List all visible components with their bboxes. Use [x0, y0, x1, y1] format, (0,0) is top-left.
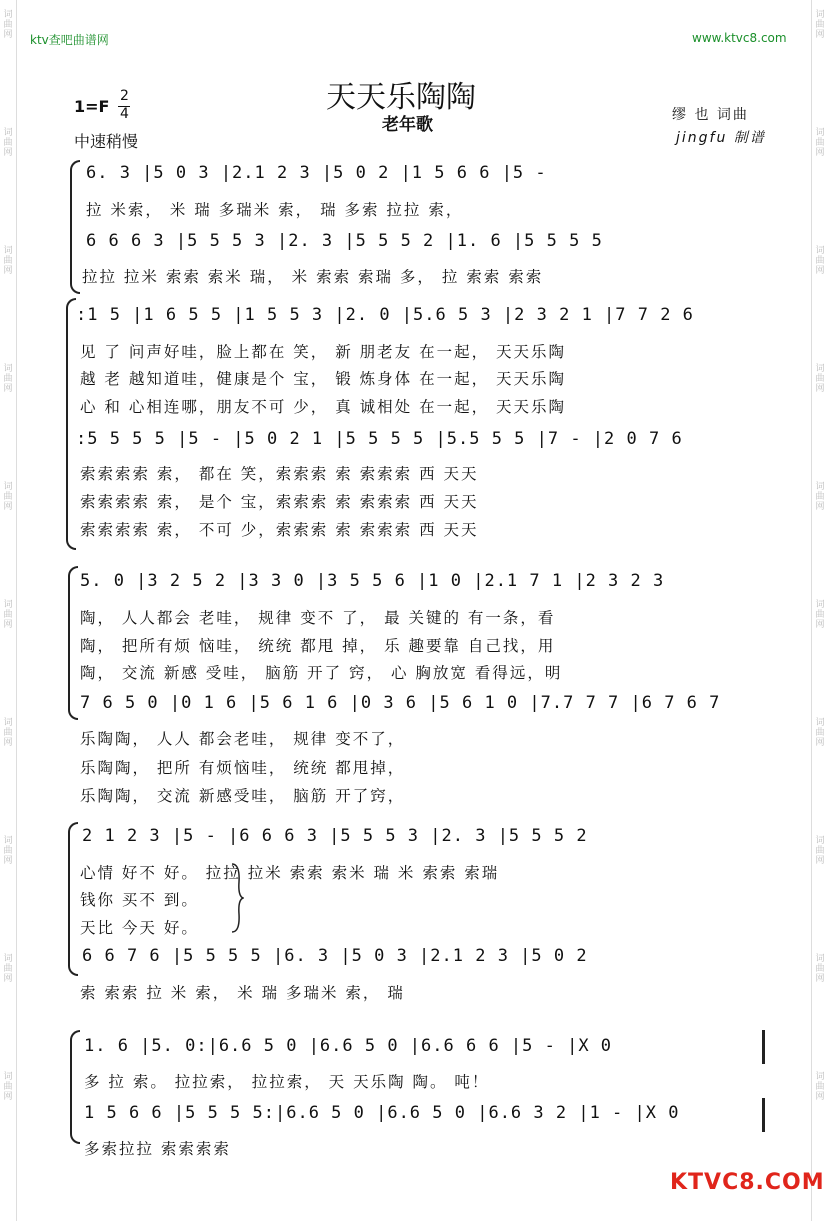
upper-lyrics-verse-3: 陶， 交流 新感 受哇， 脑筋 开了 窍， 心 胸放宽 看得远，明	[80, 664, 563, 682]
time-signature-top: 2	[120, 88, 129, 104]
system-bracket	[70, 160, 80, 294]
ktvc8-logo: KTVC8.COM	[670, 1170, 825, 1195]
lower-lyrics-verse-3: 索索索索 索， 不可 少，索索索 索 索索索 西 天天	[80, 521, 479, 539]
upper-notes: 1. 6 |5. 0:|6.6 5 0 |6.6 5 0 |6.6 6 6 |5 - |X 0	[84, 1036, 613, 1056]
upper-lyrics-verse-1: 见 了 问声好哇，脸上都在 笑， 新 朋老友 在一起， 天天乐陶	[80, 343, 566, 361]
lower-lyrics-verse-1: 索索索索 索， 都在 笑，索索索 索 索索索 西 天天	[80, 465, 479, 483]
composer-credit: 缪 也 词曲	[672, 107, 749, 123]
upper-lyrics-verse-2: 越 老 越知道哇，健康是个 宝， 锻 炼身体 在一起， 天天乐陶	[80, 370, 566, 388]
lower-notes: 7 6 5 0 |0 1 6 |5 6 1 6 |0 3 6 |5 6 1 0 |7.7 7 7 |6 7 6 7	[80, 693, 721, 713]
lower-lyrics-verse-2: 乐陶陶， 把所 有烦恼哇， 统统 都甩掉，	[80, 759, 406, 777]
upper-lyrics-verse-2: 钱你 买不 到。	[80, 891, 199, 909]
lower-notes: 6 6 7 6 |5 5 5 5 |6. 3 |5 0 3 |2.1 2 3 |5 0 2	[82, 946, 588, 966]
arranger-credit: jingfu 制谱	[676, 130, 766, 146]
lower-lyrics: 拉拉 拉米 索索 索米 瑞， 米 索索 索瑞 多， 拉 索索 索索	[82, 268, 544, 286]
lower-lyrics-verse-3: 乐陶陶， 交流 新感受哇， 脑筋 开了窍，	[80, 787, 406, 805]
watermark-glyphs: 词 曲 网	[3, 246, 13, 276]
upper-lyrics: 多 拉 索。 拉拉索， 拉拉索， 天 天乐陶 陶。 吨！	[84, 1073, 490, 1091]
system-bracket	[66, 298, 76, 550]
final-barline	[762, 1098, 765, 1132]
upper-lyrics-verse-1: 陶， 人人都会 老哇， 规律 变不 了， 最 关键的 有一条，看	[80, 609, 556, 627]
watermark-glyphs: 词 曲 网	[815, 246, 825, 276]
lower-lyrics-verse-1: 乐陶陶， 人人 都会老哇， 规律 变不了，	[80, 730, 406, 748]
site-name-left: ktv查吧曲谱网	[30, 33, 109, 47]
watermark-glyphs: 词 曲 网	[815, 836, 825, 866]
watermark-glyphs: 词 曲 网	[815, 954, 825, 984]
watermark-glyphs: 词 曲 网	[3, 128, 13, 158]
watermark-glyphs: 词 曲 网	[815, 482, 825, 512]
lower-notes: 6 6 6 3 |5 5 5 3 |2. 3 |5 5 5 2 |1. 6 |5 5 5 5	[86, 231, 603, 251]
time-signature-bottom: 4	[120, 106, 129, 122]
tempo-marking: 中速稍慢	[74, 132, 139, 151]
system-bracket	[70, 1030, 80, 1144]
lower-notes: :5 5 5 5 |5 - |5 0 2 1 |5 5 5 5 |5.5 5 5 |7 - |2 0 7 6	[76, 429, 683, 449]
upper-lyrics-verse-3: 心 和 心相连哪，朋友不可 少， 真 诚相处 在一起， 天天乐陶	[80, 398, 566, 416]
watermark-glyphs: 词 曲 网	[3, 954, 13, 984]
lower-lyrics-verse-2: 索索索索 索， 是个 宝，索索索 索 索索索 西 天天	[80, 493, 479, 511]
watermark-glyphs: 词 曲 网	[3, 600, 13, 630]
lower-lyrics: 多索拉拉 索索索索	[84, 1140, 231, 1158]
watermark-glyphs: 词 曲 网	[3, 10, 13, 40]
system-bracket	[68, 822, 78, 976]
upper-notes: 5. 0 |3 2 5 2 |3 3 0 |3 5 5 6 |1 0 |2.1 7 1 |2 3 2 3	[80, 571, 665, 591]
lower-notes: 1 5 6 6 |5 5 5 5:|6.6 5 0 |6.6 5 0 |6.6 3 2 |1 - |X 0	[84, 1103, 680, 1123]
watermark-glyphs: 词 曲 网	[3, 718, 13, 748]
watermark-glyphs: 词 曲 网	[3, 1072, 13, 1102]
upper-notes: :1 5 |1 6 5 5 |1 5 5 3 |2. 0 |5.6 5 3 |2 3 2 1 |7 7 2 6	[76, 305, 694, 325]
system-bracket	[68, 566, 78, 720]
final-barline	[762, 1030, 765, 1064]
watermark-glyphs: 词 曲 网	[815, 364, 825, 394]
upper-lyrics-verse-1: 心情 好不 好。 拉拉 拉米 索索 索米 瑞 米 索索 索瑞	[80, 864, 500, 882]
upper-lyrics-verse-2: 陶， 把所有烦 恼哇， 统统 都甩 掉， 乐 趣要靠 自己找，用	[80, 637, 556, 655]
upper-lyrics-verse-3: 天比 今天 好。	[80, 919, 199, 937]
upper-notes: 6. 3 |5 0 3 |2.1 2 3 |5 0 2 |1 5 6 6 |5 -	[86, 163, 547, 183]
watermark-glyphs: 词 曲 网	[815, 600, 825, 630]
lower-lyrics: 索 索索 拉 米 索， 米 瑞 多瑞米 索， 瑞	[80, 984, 405, 1002]
watermark-glyphs: 词 曲 网	[3, 364, 13, 394]
watermark-glyphs: 词 曲 网	[3, 836, 13, 866]
song-title: 天天乐陶陶	[326, 80, 476, 115]
upper-notes: 2 1 2 3 |5 - |6 6 6 3 |5 5 5 3 |2. 3 |5 5 5 2	[82, 826, 588, 846]
key-signature: 1=F	[74, 97, 110, 116]
watermark-glyphs: 词 曲 网	[815, 10, 825, 40]
watermark-glyphs: 词 曲 网	[815, 1072, 825, 1102]
site-url-right: www.ktvc8.com	[692, 31, 787, 45]
song-subtitle: 老年歌	[382, 115, 433, 135]
verse-brace	[230, 862, 244, 934]
watermark-glyphs: 词 曲 网	[815, 718, 825, 748]
watermark-glyphs: 词 曲 网	[3, 482, 13, 512]
watermark-glyphs: 词 曲 网	[815, 128, 825, 158]
upper-lyrics: 拉 米索， 米 瑞 多瑞米 索， 瑞 多索 拉拉 索，	[86, 201, 464, 219]
